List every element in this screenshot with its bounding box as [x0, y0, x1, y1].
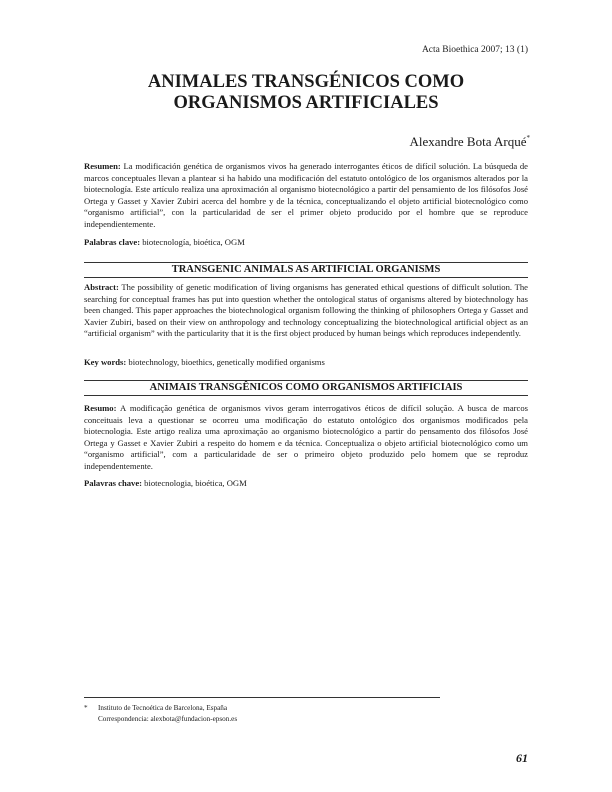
article-title: ANIMALES TRANSGÉNICOS COMO ORGANISMOS ARTIFICIALES	[147, 72, 465, 113]
author-footnote-mark[interactable]: *	[526, 134, 530, 142]
footnote-affiliation-line	[84, 703, 237, 714]
abstract-english-lead: Abstract:	[84, 282, 119, 292]
abstract-spanish	[84, 161, 528, 230]
journal-citation: Acta Bioethica 2007; 13 (1)	[421, 45, 528, 55]
abstract-spanish-text: La modificación genética de organismos vivos ha generado interrogantes éticos de difícil solución. La búsqueda de marcos conceptuales llevan a plantear si ha habido una modificación del estatuto ontológico de los organismos alterados por la biotecnología. Este artículo realiza una aproximación al organismo biotecnológico a partir del pensamiento de los filósofos José Ortega y Gasset y Xavier Zubiri acerca del hombre y de la técnica, conceptualizando el objeto artificial biotecnológico como “organismo artificial”, con la particularidad de ser el primer objeto producido por el hombre que se reproduce independientemente.	[84, 161, 528, 229]
keywords-spanish-text: biotecnología, bioética, OGM	[140, 237, 245, 247]
footnote-mark: *	[84, 704, 88, 712]
keywords-english-text: biotechnology, bioethics, genetically modified organisms	[126, 357, 325, 367]
footnote-affiliation: Instituto de Tecnoética de Barcelona, España	[98, 704, 228, 712]
keywords-portuguese-lead: Palavras chave:	[84, 478, 142, 488]
keywords-spanish	[84, 237, 528, 247]
abstract-portuguese-lead: Resumo:	[84, 403, 117, 413]
section-heading-english: TRANSGENIC ANIMALS AS ARTIFICIAL ORGANISMS	[84, 262, 528, 278]
footnote	[84, 703, 237, 725]
footnote-correspondence[interactable]: Correspondencia: alexbota@fundacion-epson.es	[98, 715, 238, 723]
keywords-portuguese-text: biotecnologia, bioética, OGM	[142, 478, 247, 488]
abstract-portuguese-text: A modificação genética de organismos vivos geram interrogativos éticos de difícil solução. A busca de marcos conceituais leva a questionar se ocorreu uma modificação do estatuto ontológico dos organismos modificados pela biotecnologia. Este artigo realiza uma aproximação ao organismo biotecnológico a partir do pensamento dos filósofos José Ortega y Gasset e Xavier Zubiri a respeito do homem e da técnica. Conceptualiza o objeto artificial biotecnológico como um “organismo artificial”, com a particularidade de ser o primeiro objeto produzido pelo homem que se reproduz independentemente.	[84, 403, 528, 471]
page-number: 61	[516, 751, 528, 765]
abstract-english-text: The possibility of genetic modification of living organisms has generated ethical questions of difficult solution. The searching for conceptual frames has put into question whether the ontological status of organisms altered by biotechnology has been changed. This paper approaches the biotechnological organism following the thinking of philosophers Ortega y Gasset and Xavier Zubiri, based on their view on anthropology and technology conceptualizing the biotechnological artificial object as an “artificial organism” with the particularity that it is the first object produced by human beings which reproduces independently.	[84, 282, 528, 338]
section-heading-portuguese: ANIMAIS TRANSGÊNICOS COMO ORGANISMOS ARTIFICIAIS	[84, 380, 528, 396]
footnote-divider	[84, 697, 440, 698]
keywords-portuguese	[84, 478, 528, 488]
abstract-spanish-lead: Resumen:	[84, 161, 121, 171]
keywords-english-lead: Key words:	[84, 357, 127, 367]
keywords-spanish-lead: Palabras clave:	[84, 237, 141, 247]
abstract-portuguese	[84, 403, 528, 472]
keywords-english	[84, 357, 528, 367]
article-author	[410, 134, 530, 150]
abstract-english	[84, 282, 528, 340]
author-name: Alexandre Bota Arqué	[409, 134, 527, 149]
